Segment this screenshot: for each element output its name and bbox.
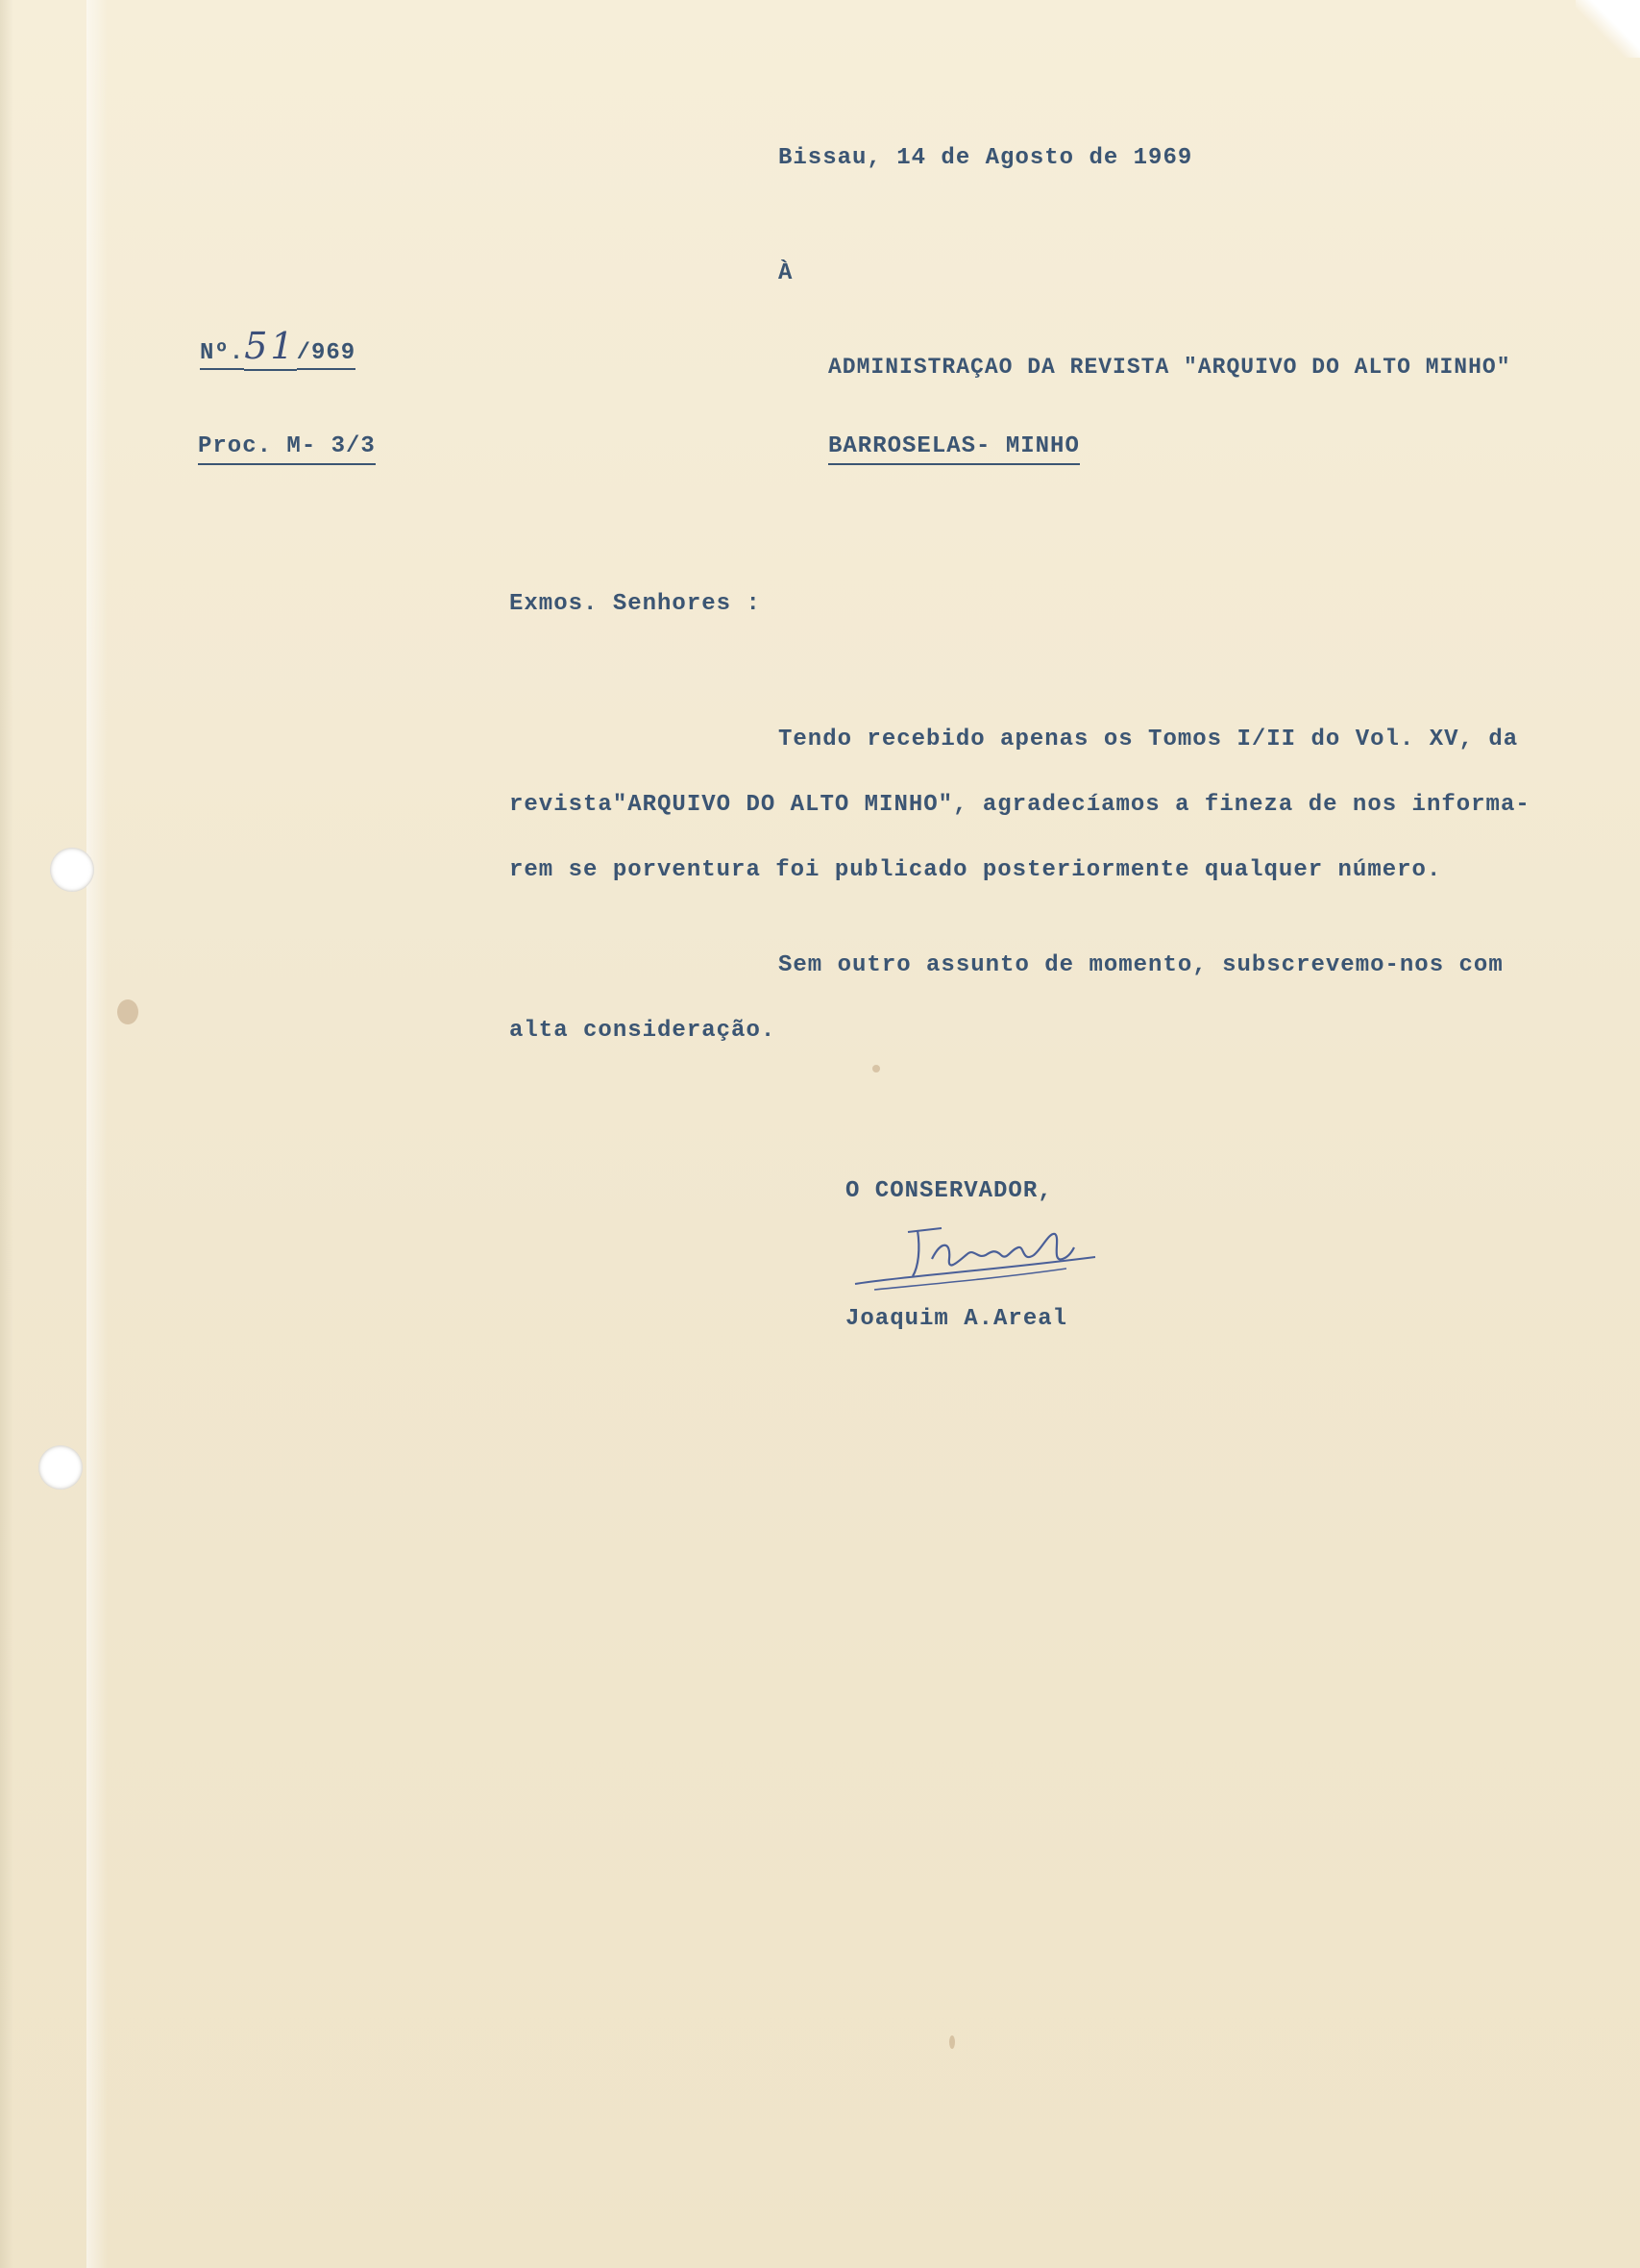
process-reference: Proc. M- 3/3 [198,432,376,465]
recipient-line-1: ADMINISTRAÇAO DA REVISTA "ARQUIVO DO ALTO MINHO" [828,355,1511,380]
signer-name: Joaquim A.Areal [845,1306,1068,1332]
paper-edge-shadow [0,0,13,2268]
stain [117,999,138,1024]
ref-suffix: /969 [297,340,356,370]
handwritten-signature [845,1220,1114,1307]
salutation: Exmos. Senhores : [509,591,761,617]
recipient-line-2: BARROSELAS- MINHO [828,432,1080,465]
ref-handwritten-number: 51 [244,325,296,371]
stain [872,1065,880,1072]
closing-line-1: Sem outro assunto de momento, subscrevemo-nos com [778,952,1504,978]
stain [949,2035,955,2049]
body-line-1: Tendo recebido apenas os Tomos I/II do Vol. XV, da [778,727,1519,752]
to-marker: À [778,260,794,286]
reference-number [200,325,356,368]
body-line-3: rem se porventura foi publicado posteriormente qualquer número. [509,857,1442,883]
ref-prefix: Nº. [200,340,244,370]
paper-fold [86,0,108,2268]
closing-line-2: alta consideração. [509,1018,776,1044]
punch-hole-bottom [38,1445,83,1490]
torn-corner [1576,0,1640,58]
place-date: Bissau, 14 de Agosto de 1969 [778,145,1193,171]
punch-hole-top [50,848,94,892]
signer-title: O CONSERVADOR, [845,1178,1053,1204]
body-line-2: revista"ARQUIVO DO ALTO MINHO", agradecíamos a fineza de nos informa- [509,792,1530,818]
